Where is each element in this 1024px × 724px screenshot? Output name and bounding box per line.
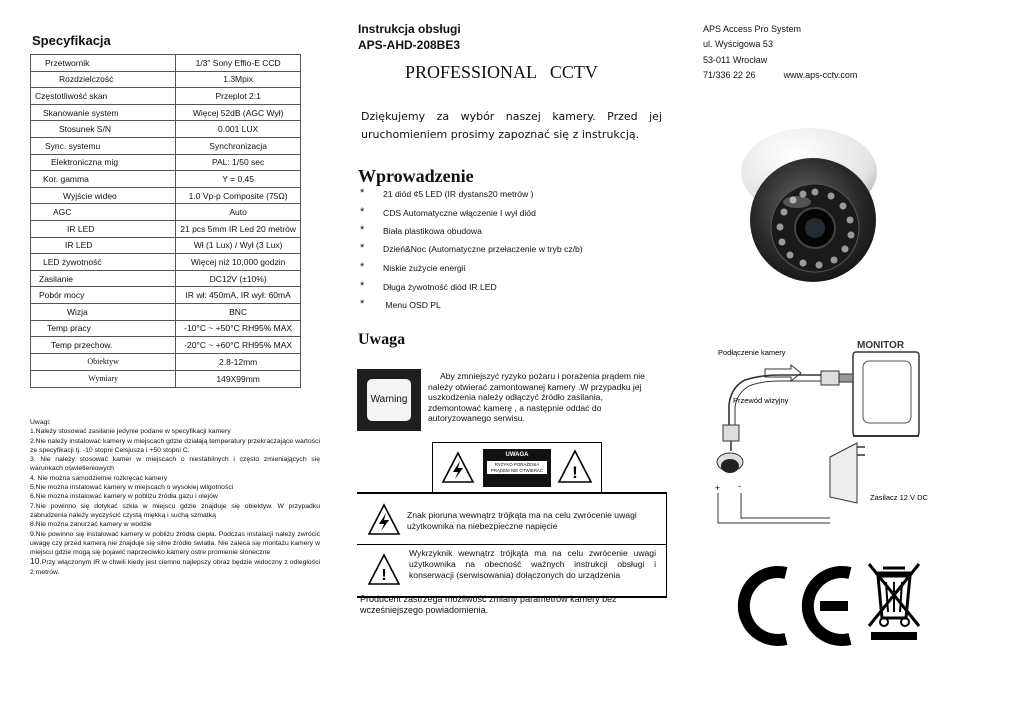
spec-value: Więcej niż 10,000 godzin	[176, 254, 301, 271]
note-line: 7.Nie powinno się dotykać szkła w miejscu gdzie znajduje się obiektyw. W przypadku zabrudzenia należy wyczyścić czystą miękką i suchą szmatką	[30, 502, 320, 519]
spec-value: 21 pcs 5mm IR Led 20 metrów	[176, 220, 301, 237]
spec-label: Temp przechow.	[31, 337, 176, 354]
note-line: 6.Nie można instalować kamery w pobliżu źródła gazu i olejów	[30, 493, 218, 501]
spec-value: DC12V (±10%)	[176, 270, 301, 287]
note-line: 1.Należy stosować zasilanie jedynie podane w specyfikacji kamery	[30, 428, 231, 436]
note-line-10	[30, 557, 320, 577]
spec-label: Kor. gamma	[31, 171, 176, 188]
spec-row	[31, 154, 301, 171]
note-line: 5.Nie można instalować kamery w miejscach o wysokiej wilgotności	[30, 484, 234, 492]
camera-connection-label: Podłączenie kamery	[718, 348, 786, 357]
company-city: 53-011 Wrocław	[703, 54, 768, 65]
spec-row	[31, 303, 301, 320]
spec-value: 149X99mm	[176, 370, 301, 387]
brand-heading: PROFESSIONAL CCTV	[405, 62, 598, 82]
intro-item-text: Menu OSD PL	[383, 300, 441, 310]
lightning-explanation: Znak pioruna wewnątrz trójkąta ma na celu zwrócenie uwagi użytkownika na niebezpieczne napięcie	[407, 510, 637, 531]
spec-row	[31, 270, 301, 287]
monitor-label: MONITOR	[857, 340, 905, 351]
spec-value: Auto	[176, 204, 301, 221]
spec-label: Częstotliwość skan	[31, 88, 176, 105]
company-info	[703, 22, 857, 84]
svg-text:!: !	[381, 567, 387, 584]
spec-row	[31, 121, 301, 138]
note-line: 3. Nie należy stosować kamer w miejscach o niestabilnych i często zmieniających się warunkach oświetleniowych	[30, 456, 320, 473]
spec-value: IR wł: 450mA, IR wył: 60mA	[176, 287, 301, 304]
company-contact	[703, 68, 857, 83]
spec-label: Pobór mocy	[31, 287, 176, 304]
intro-item-text: Biała plastikowa obudowa	[383, 226, 482, 236]
spec-value: 0.001 LUX	[176, 121, 301, 138]
company-name: APS Access Pro System	[703, 24, 802, 34]
weee-bin-icon	[865, 560, 923, 642]
spec-label: IR LED	[31, 220, 176, 237]
spec-row	[31, 254, 301, 271]
spec-value: BNC	[176, 303, 301, 320]
intro-item-text: CDS Automatyczne włączenie I wył diód	[383, 208, 536, 218]
spec-label: Zasilanie	[31, 270, 176, 287]
spec-label: Przetwornik	[31, 55, 176, 72]
note-line: 9.Nie powinno się instalować kamery w pobliżu źródła ciepła. Podczas instalacji należy zwrócić uwagę czy przed kamerą nie znajduje się silne źródło światła. Nie zaleca się montażu kamery w miejscu gdzie mogą się pojawić naprzeciwko kamery ostre promienie słoneczne	[30, 530, 320, 557]
spec-row	[31, 337, 301, 354]
arrow-icon	[765, 365, 801, 381]
spec-label: Temp pracy	[31, 320, 176, 337]
company-street: ul. Wyścigowa 53	[703, 39, 773, 50]
bullet-icon: *	[360, 298, 365, 310]
spec-value: 1.0 Vp-p Composite (75Ω)	[176, 187, 301, 204]
camera-plug-icon	[723, 425, 739, 441]
lightning-triangle-icon	[367, 503, 401, 537]
spec-label: LED żywotność	[31, 254, 176, 271]
intro-item-text: Długa żywotność diód IR LED	[383, 282, 497, 292]
intro-item-text: Dzień&Noc (Automatyczne przełaczenie w tryb cz/b)	[383, 244, 583, 254]
note-line: 8.Nie można zanurzać kamery w wodzie	[30, 521, 152, 529]
spec-value: Przeplot 2:1	[176, 88, 301, 105]
spec-value: 2.8-12mm	[176, 353, 301, 370]
spec-label: Elektroniczna mig	[31, 154, 176, 171]
manual-title: Instrukcja obsługi	[358, 22, 461, 36]
spec-title: Specyfikacja	[32, 33, 111, 48]
spec-value: Y = 0.45	[176, 171, 301, 188]
divider	[357, 544, 666, 545]
spec-row	[31, 137, 301, 154]
company-phone: 71/336 22 26	[703, 70, 756, 81]
spec-value: Więcej 52dB (AGC Wył)	[176, 104, 301, 121]
spec-label: Obiektyw	[31, 353, 176, 370]
notes-section	[30, 418, 320, 577]
spec-row	[31, 171, 301, 188]
note-line: 4. Nie można samodzielnie rozkręcać kamery	[30, 474, 168, 482]
spec-value: Wł (1 Lux) / Wył (3 Lux)	[176, 237, 301, 254]
producer-notice: Producent zastrzega możliwość zmiany parametrów kamery bez wcześniejszego powiadomienia.	[360, 594, 617, 615]
intro-item-text: 21 diód ¢5 LED (IR dystans20 metrów )	[383, 189, 534, 199]
spec-label: Skanowanie system	[31, 104, 176, 121]
note-10-text: Przy włączonym IR w chwili kiedy jest ciemno najlepszy obraz będzie widoczny z odległości 2 metrów.	[30, 559, 320, 576]
spec-table	[30, 54, 301, 388]
intro-item-text: Niskie zużycie energii	[383, 263, 466, 273]
shock-hazard-body: RYZYKO PORAŻENIA PRĄDEM NIE OTWIERAĆ	[487, 461, 547, 474]
spec-label: AGC	[31, 204, 176, 221]
exclamation-triangle-icon	[367, 553, 401, 587]
exclamation-explanation: Wykrzyknik wewnątrz trójkąta ma na celu zwrócenie uwagi użytkownika na obecność ważnych instrukcji obsługi i konserwacji (serwisowania) dołączonych do urządzenia	[409, 548, 656, 580]
video-cable-label: Przewód wizyjny	[733, 396, 789, 405]
spec-label: Wymiary	[31, 370, 176, 387]
bullet-icon: *	[360, 206, 365, 218]
power-supply-label: Zasilacz 12 V DC	[870, 493, 928, 502]
spec-row	[31, 187, 301, 204]
spec-row	[31, 220, 301, 237]
spec-row	[31, 204, 301, 221]
exclamation-triangle-icon	[557, 449, 593, 485]
spec-label: Stosunek S/N	[31, 121, 176, 138]
spec-row	[31, 104, 301, 121]
bnc-connector-icon	[821, 371, 839, 385]
spec-value: Synchronizacja	[176, 137, 301, 154]
svg-text:!: !	[572, 463, 578, 482]
spec-label: Wyjście wideo	[31, 187, 176, 204]
spec-row	[31, 287, 301, 304]
spec-value: -20°C ~ +60°C RH95% MAX	[176, 337, 301, 354]
svg-text:-: -	[738, 481, 741, 491]
svg-text:+: +	[715, 483, 721, 493]
note-10-number: 10.	[30, 556, 42, 567]
spec-row	[31, 71, 301, 88]
connection-diagram	[705, 335, 945, 535]
spec-row	[31, 353, 301, 370]
bullet-icon: *	[360, 261, 365, 273]
bullet-icon: *	[360, 280, 365, 292]
warning-text: Aby zmniejszyć ryzyko pożaru i porażenia prądem nie należy otwierać zamontowanej kamery .W przypadku jej uszkodzenia należy odłączyć źródło zasilania, zdemontować kamerę , a następnie oddać do autoryzowanego serwisu.	[428, 371, 645, 423]
warning-sign-label: Warning	[367, 379, 411, 421]
warning-title: Uwaga	[358, 331, 406, 348]
shock-hazard-heading: UWAGA	[505, 452, 529, 458]
note-line: Uwagi:	[30, 419, 51, 426]
bullet-icon: *	[360, 242, 365, 254]
bullet-icon: *	[360, 187, 365, 199]
note-line: 2.Nie należy instalować kamery w miejscach gdzie działają temperatury przekraczające wartości ze specyfikacji tj. -10 stopni Celsjusza i +50 stopni C.	[30, 437, 320, 454]
symbols-explanation-box	[357, 492, 667, 598]
spec-value: PAL: 1/50 sec	[176, 154, 301, 171]
power-adapter-icon	[830, 443, 857, 503]
spec-value: 1/3" Sony Effio-E CCD	[176, 55, 301, 72]
company-website: www.aps-cctv.com	[783, 70, 858, 81]
spec-row	[31, 55, 301, 72]
lightning-triangle-icon	[441, 451, 475, 485]
spec-label: Wizja	[31, 303, 176, 320]
bullet-icon: *	[360, 224, 365, 236]
spec-row	[31, 320, 301, 337]
dome-camera-image	[737, 120, 887, 290]
shock-hazard-panel	[483, 449, 551, 487]
spec-value: 1.3Mpix	[176, 71, 301, 88]
spec-row	[31, 370, 301, 387]
spec-label: Sync. systemu	[31, 137, 176, 154]
spec-row	[31, 88, 301, 105]
spec-value: -10°C ~ +50°C RH95% MAX	[176, 320, 301, 337]
warning-sign	[357, 369, 421, 431]
spec-label: IR LED	[31, 237, 176, 254]
thanks-text: Dziękujemy za wybór naszej kamery. Przed jej uruchomieniem prosimy zapoznać się z instrukcją.	[361, 110, 662, 141]
model-number: APS-AHD-208BE3	[358, 38, 461, 52]
ce-mark-icon	[732, 565, 857, 647]
spec-label: Rozdzielczość	[31, 71, 176, 88]
spec-row	[31, 237, 301, 254]
shock-hazard-label	[432, 442, 602, 494]
intro-title: Wprowadzenie	[358, 166, 474, 186]
